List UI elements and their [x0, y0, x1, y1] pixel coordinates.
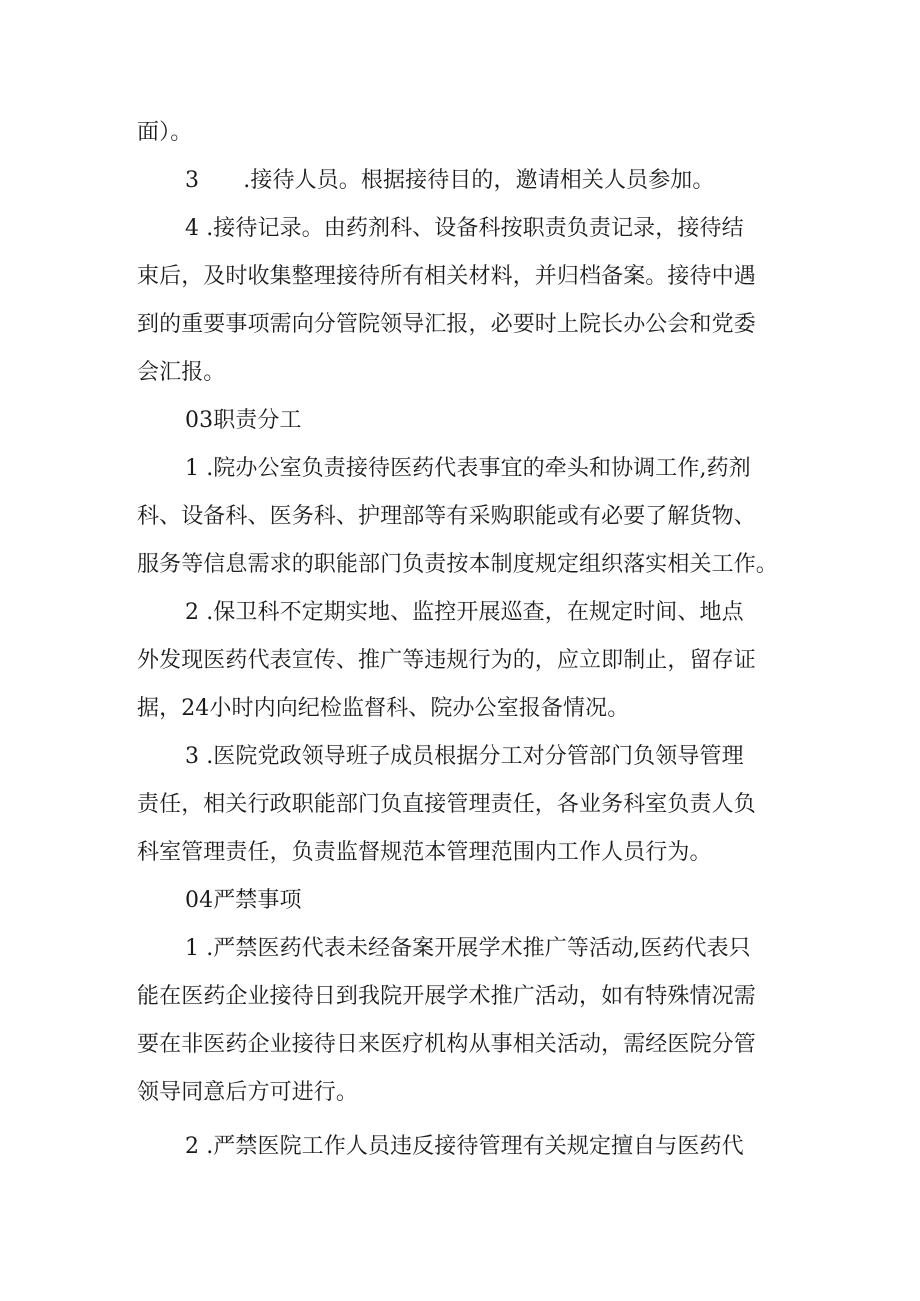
item-reception-staff: 3 .接待人员。根据接待目的，邀请相关人员参加。	[185, 168, 715, 193]
paragraph-continuation-line: 面）。	[137, 120, 193, 145]
item-reception-record: 4 .接待记录。由药剂科、设备科按职责负责记录，接待结	[185, 216, 744, 241]
body-line: 领导同意后方可进行。	[137, 1080, 359, 1105]
body-line: 束后，及时收集整理接待所有相关材料，并归档备案。接待中遇	[137, 264, 756, 289]
body-line: 会汇报。	[137, 360, 226, 385]
duty-item-2: 2 .保卫科不定期实地、监控开展巡查，在规定时间、地点	[185, 600, 744, 625]
section-heading-duties: 03职责分工	[185, 408, 302, 433]
body-line: 据，24小时内向纪检监督科、院办公室报备情况。	[137, 696, 630, 721]
duty-item-1: 1 .院办公室负责接待医药代表事宜的牵头和协调工作,药剂	[185, 456, 751, 481]
body-line: 科室管理责任，负责监督规范本管理范围内工作人员行为。	[137, 840, 712, 865]
body-line: 责任，相关行政职能部门负直接管理责任，各业务科室负责人负	[137, 792, 756, 817]
duty-item-3: 3 .医院党政领导班子成员根据分工对分管部门负领导管理	[185, 744, 744, 769]
body-line: 服务等信息需求的职能部门负责按本制度规定组织落实相关工作。	[137, 552, 778, 577]
body-line: 要在非医药企业接待日来医疗机构从事相关活动，需经医院分管	[137, 1032, 756, 1057]
prohibition-item-2: 2 .严禁医院工作人员违反接待管理有关规定擅自与医药代	[185, 1134, 744, 1159]
section-heading-prohibitions: 04严禁事项	[185, 888, 302, 913]
body-line: 能在医药企业接待日到我院开展学术推广活动，如有特殊情况需	[137, 984, 756, 1009]
prohibition-item-1: 1 .严禁医药代表未经备案开展学术推广等活动,医药代表只	[185, 936, 751, 961]
body-line: 到的重要事项需向分管院领导汇报，必要时上院长办公会和党委	[137, 312, 756, 337]
body-line: 外发现医药代表宣传、推广等违规行为的，应立即制止，留存证	[137, 648, 756, 673]
body-line: 科、设备科、医务科、护理部等有采购职能或有必要了解货物、	[137, 504, 756, 529]
